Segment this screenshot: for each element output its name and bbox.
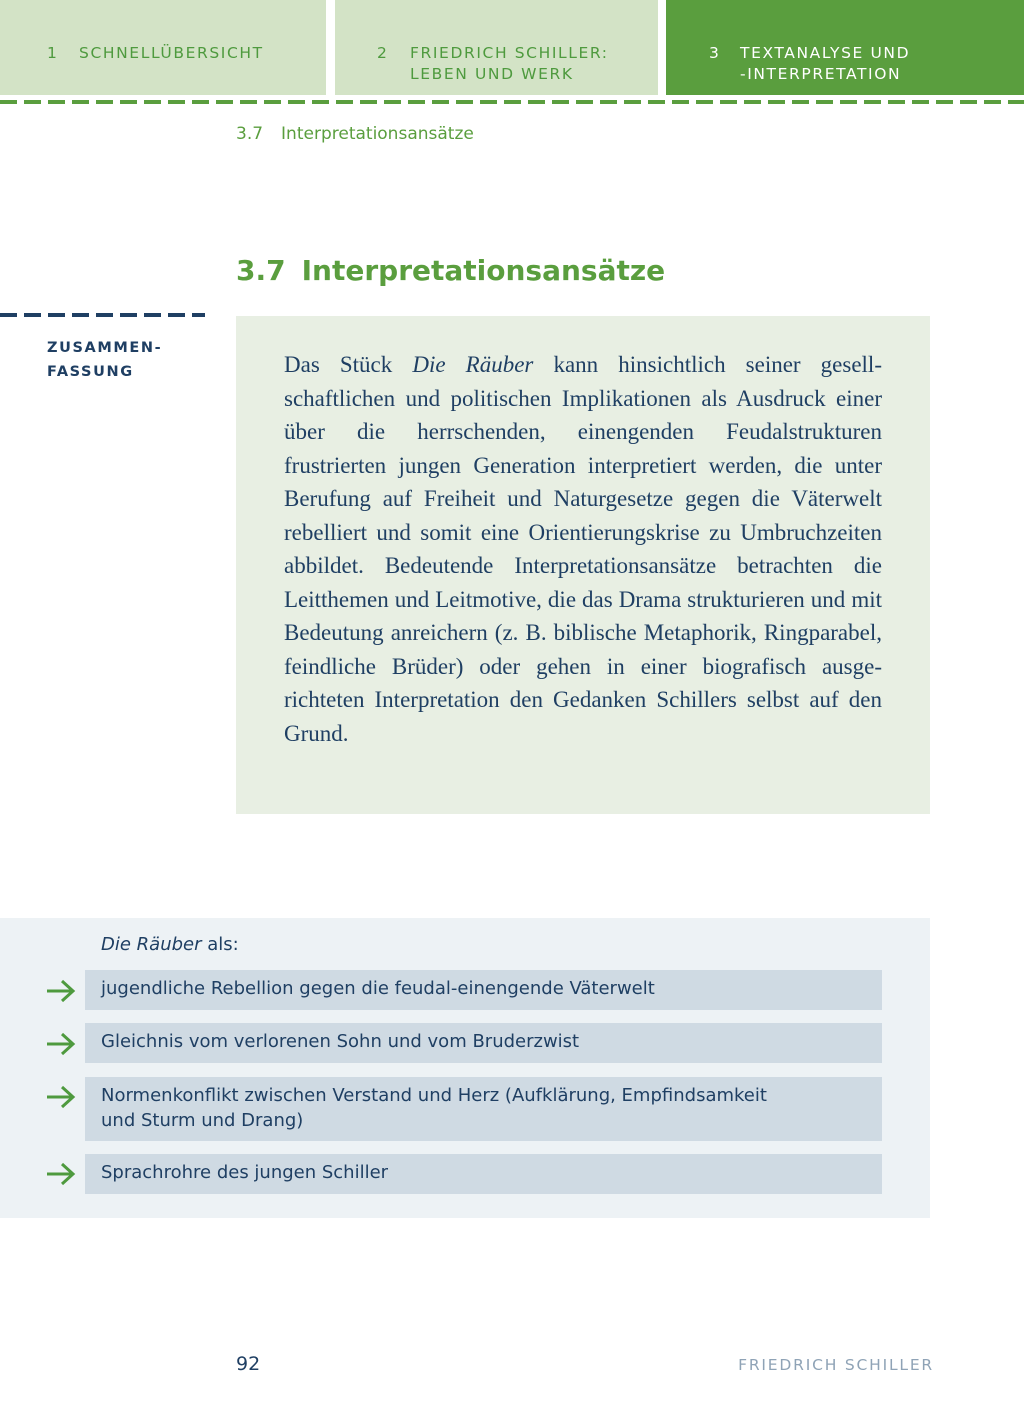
arrow-right-icon	[45, 978, 77, 1004]
arrow-right-icon	[45, 1084, 77, 1110]
tab-label: SCHNELLÜBERSICHT	[79, 44, 264, 62]
section-number: 3.7	[236, 254, 286, 287]
summary-prefix: Das Stück	[284, 352, 413, 377]
page-number: 92	[236, 1353, 261, 1375]
arrow-right-icon	[45, 1031, 77, 1057]
tab-number: 3	[709, 44, 721, 62]
summary-box	[236, 316, 930, 814]
info-heading-title: Die Räuber	[101, 934, 202, 955]
summary-body: kann hinsichtlich seiner gesellschaftlichen und politischen Implikationen als Ausdruck einer über die herrschenden, einengenden Feudalstrukturen frustrierten jungen Generation interpretiert werden, die unter Berufung auf Freiheit und Naturgesetze gegen die Väterwelt rebelliert und somit eine Orientierungskrise zu Umbruchzeiten abbildet. Bedeutende Interpretationsansätze betrachten die Leitthemen und Leitmotive, die das Drama strukturieren und mit Bedeutung anreichern (z. B. biblische Metaphorik, Ringparabel, feindliche Brüder) oder gehen in einer biografisch ausgerichteten Interpretation den Gedanken Schillers selbst auf den Grund.	[284, 352, 882, 746]
tab-label-line1: FRIEDRICH SCHILLER:	[410, 44, 609, 62]
info-heading	[101, 934, 239, 955]
list-item: Normenkonflikt zwischen Verstand und Herz (Aufklärung, Empfindsamkeit und Sturm und Drang)	[85, 1077, 882, 1141]
tab-schnelluebersicht[interactable]	[0, 0, 326, 95]
arrow-right-icon	[45, 1161, 77, 1187]
list-item: jugendliche Rebellion gegen die feudal-einengende Väterwelt	[85, 970, 882, 1010]
tab-textanalyse[interactable]	[666, 0, 1024, 95]
list-item: Sprachrohre des jungen Schiller	[85, 1154, 882, 1194]
tab-number: 2	[377, 44, 389, 62]
footer-book-title: FRIEDRICH SCHILLER	[738, 1356, 934, 1374]
sidebar-label	[47, 336, 162, 384]
tab-label	[740, 43, 910, 85]
info-heading-rest: als:	[201, 934, 239, 955]
tab-label-line2: -INTERPRETATION	[740, 65, 902, 83]
breadcrumb-number: 3.7	[236, 124, 264, 144]
breadcrumb-label: Interpretationsansätze	[281, 124, 474, 144]
list-item: Gleichnis vom verlorenen Sohn und vom Bruderzwist	[85, 1023, 882, 1063]
sidebar-label-line2: FASSUNG	[47, 364, 134, 380]
tab-label-line2: LEBEN UND WERK	[410, 65, 574, 83]
section-title	[236, 254, 665, 287]
breadcrumb	[236, 124, 474, 144]
header-dashed-divider	[0, 100, 1024, 104]
sidebar-dashed-divider	[0, 313, 205, 317]
tab-leben-und-werk[interactable]	[335, 0, 658, 95]
summary-work-title: Die Räuber	[412, 352, 534, 377]
tab-number: 1	[47, 44, 59, 62]
sidebar-label-line1: ZUSAMMEN-	[47, 340, 163, 356]
tab-label	[410, 43, 609, 85]
summary-text	[284, 348, 882, 750]
section-title-text: Interpretationsansätze	[301, 254, 666, 287]
tab-label-line1: TEXTANALYSE UND	[740, 44, 911, 62]
